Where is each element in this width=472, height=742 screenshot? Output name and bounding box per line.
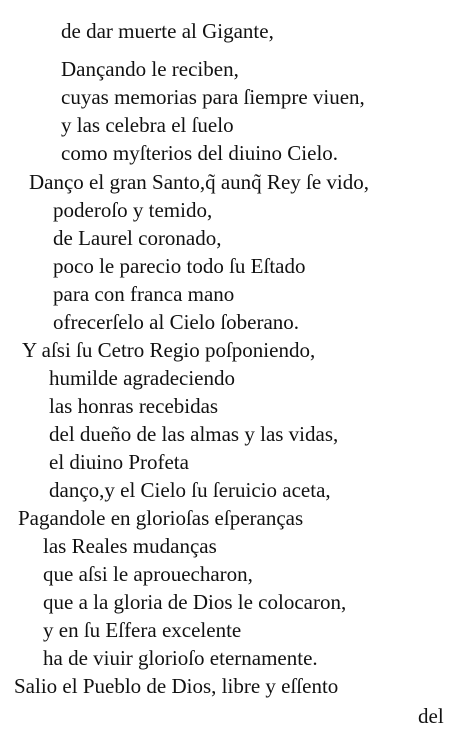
verse-line: para con franca mano (53, 282, 235, 306)
verse-line: poco le parecio todo ſu Eſtado (53, 254, 306, 278)
verse-line: como myſterios del diuino Cielo. (61, 141, 339, 165)
verse-line: danço,y el Cielo ſu ſeruicio aceta, (49, 478, 331, 502)
verse-line: ha de viuir glorioſo eternamente. (43, 646, 318, 670)
verse-line: las Reales mudanças (43, 534, 217, 558)
verse-line: Salio el Pueblo de Dios, libre y eſſento (14, 674, 339, 698)
verse-line: cuyas memorias para ſiempre viuen, (61, 85, 365, 109)
verse-line: ofrecerſelo al Cielo ſoberano. (53, 310, 300, 334)
verse-line: que aſsi le aprouecharon, (43, 562, 253, 586)
verse-line: Y aſsi ſu Cetro Regio poſponiendo, (22, 338, 316, 362)
verse-line: y en ſu Eſfera excelente (43, 618, 242, 642)
verse-line: que a la gloria de Dios le colocaron, (43, 590, 347, 614)
verse-line: Dançando le reciben, (61, 57, 239, 81)
verse-line: Pagandole en glorioſas eſperanças (18, 506, 304, 530)
verse-line: Danço el gran Santo,q̃ aunq̃ Rey ſe vido, (29, 170, 369, 194)
verse-line: de dar muerte al Gigante, (61, 19, 274, 43)
verse-line: humilde agradeciendo (49, 366, 236, 390)
verse-line: y las celebra el ſuelo (61, 113, 234, 137)
verse-line: el diuino Profeta (49, 450, 189, 474)
verse-line: las honras recebidas (49, 394, 219, 418)
verse-line: de Laurel coronado, (53, 226, 222, 250)
verse-line: del dueño de las almas y las vidas, (49, 422, 339, 446)
verse-line: poderoſo y temido, (53, 198, 213, 222)
catchword: del (418, 704, 444, 728)
